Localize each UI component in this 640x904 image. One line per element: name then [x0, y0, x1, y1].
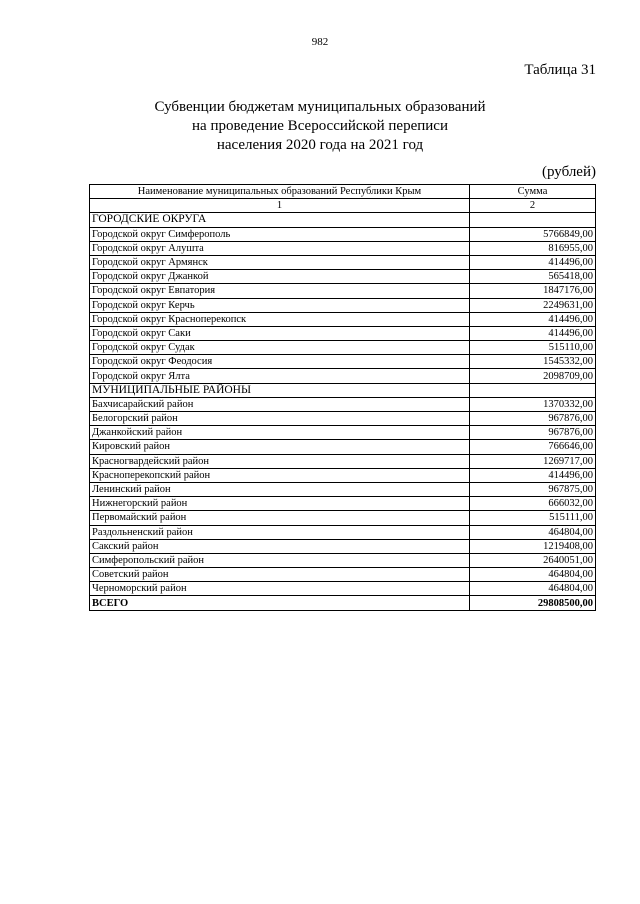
document-title: [0, 98, 640, 155]
row-sum: 464804,00: [470, 582, 596, 596]
row-sum: 5766849,00: [470, 227, 596, 241]
row-name: Черноморский район: [90, 582, 470, 596]
table-row: [90, 326, 596, 340]
page-number: 982: [311, 36, 329, 48]
row-name: Городской округ Армянск: [90, 255, 470, 269]
column-number-row: [90, 199, 596, 213]
row-name: Городской округ Симферополь: [90, 227, 470, 241]
table-row: [90, 312, 596, 326]
header-sum: Сумма: [470, 185, 596, 199]
section-districts-label: МУНИЦИПАЛЬНЫЕ РАЙОНЫ: [90, 383, 470, 397]
table-row: [90, 397, 596, 411]
row-sum: 414496,00: [470, 468, 596, 482]
row-sum: 414496,00: [470, 255, 596, 269]
table-row: [90, 412, 596, 426]
row-sum: 2249631,00: [470, 298, 596, 312]
row-sum: 414496,00: [470, 326, 596, 340]
table-row: [90, 284, 596, 298]
row-name: Кировский район: [90, 440, 470, 454]
row-sum: 766646,00: [470, 440, 596, 454]
row-name: Городской округ Евпатория: [90, 284, 470, 298]
table-row: [90, 369, 596, 383]
row-sum: 967876,00: [470, 412, 596, 426]
row-sum: 464804,00: [470, 568, 596, 582]
row-name: Городской округ Судак: [90, 341, 470, 355]
row-sum: 1269717,00: [470, 454, 596, 468]
row-sum: 515110,00: [470, 341, 596, 355]
row-name: Красноперекопский район: [90, 468, 470, 482]
header-row: [90, 185, 596, 199]
row-name: Городской округ Красноперекопск: [90, 312, 470, 326]
row-sum: 816955,00: [470, 241, 596, 255]
table-row: [90, 582, 596, 596]
total-row: [90, 596, 596, 610]
row-name: Сакский район: [90, 539, 470, 553]
title-line: Субвенции бюджетам муниципальных образований: [154, 99, 486, 115]
row-name: Джанкойский район: [90, 426, 470, 440]
table-row: [90, 482, 596, 496]
subventions-table: [89, 184, 596, 611]
row-sum: 565418,00: [470, 270, 596, 284]
table-row: [90, 553, 596, 567]
row-name: Городской округ Алушта: [90, 241, 470, 255]
row-sum: 2098709,00: [470, 369, 596, 383]
title-line: населения 2020 года на 2021 год: [216, 137, 424, 153]
table-row: [90, 468, 596, 482]
empty-cell: [470, 383, 596, 397]
table-row: [90, 497, 596, 511]
row-sum: 2640051,00: [470, 553, 596, 567]
row-name: Раздольненский район: [90, 525, 470, 539]
units-label: (рублей): [541, 164, 596, 180]
row-sum: 29808500,00: [470, 596, 596, 610]
row-sum: 1370332,00: [470, 397, 596, 411]
row-name: Нижнегорский район: [90, 497, 470, 511]
table-row: [90, 355, 596, 369]
table-row: [90, 568, 596, 582]
row-sum: 666032,00: [470, 497, 596, 511]
title-line: на проведение Всероссийской переписи: [192, 118, 448, 134]
table-row: [90, 511, 596, 525]
row-name: Городской округ Феодосия: [90, 355, 470, 369]
row-name: Советский район: [90, 568, 470, 582]
row-name: Первомайский район: [90, 511, 470, 525]
table-row: [90, 440, 596, 454]
section-row: [90, 213, 596, 227]
table-row: [90, 525, 596, 539]
table-row: [90, 241, 596, 255]
table-row: [90, 426, 596, 440]
row-sum: 515111,00: [470, 511, 596, 525]
row-name: Ленинский район: [90, 482, 470, 496]
row-name: Красногвардейский район: [90, 454, 470, 468]
table-row: [90, 341, 596, 355]
table-row: [90, 255, 596, 269]
table-row: [90, 270, 596, 284]
row-sum: 967875,00: [470, 482, 596, 496]
row-name: Бахчисарайский район: [90, 397, 470, 411]
row-name: ВСЕГО: [90, 596, 470, 610]
table-row: [90, 539, 596, 553]
row-sum: 1545332,00: [470, 355, 596, 369]
row-name: Городской округ Джанкой: [90, 270, 470, 284]
row-sum: 1847176,00: [470, 284, 596, 298]
table-row: [90, 298, 596, 312]
table-row: [90, 227, 596, 241]
row-name: Городской округ Керчь: [90, 298, 470, 312]
section-urban-label: ГОРОДСКИЕ ОКРУГА: [90, 213, 470, 227]
row-sum: 1219408,00: [470, 539, 596, 553]
header-name: Наименование муниципальных образований Республики Крым: [90, 185, 470, 199]
row-sum: 464804,00: [470, 525, 596, 539]
row-name: Белогорский район: [90, 412, 470, 426]
empty-cell: [470, 213, 596, 227]
column-number-2: 2: [470, 199, 596, 213]
table-row: [90, 454, 596, 468]
row-sum: 414496,00: [470, 312, 596, 326]
table-label: Таблица 31: [524, 62, 596, 78]
row-sum: 967876,00: [470, 426, 596, 440]
column-number-1: 1: [90, 199, 470, 213]
row-name: Городской округ Ялта: [90, 369, 470, 383]
row-name: Городской округ Саки: [90, 326, 470, 340]
section-row: [90, 383, 596, 397]
row-name: Симферопольский район: [90, 553, 470, 567]
